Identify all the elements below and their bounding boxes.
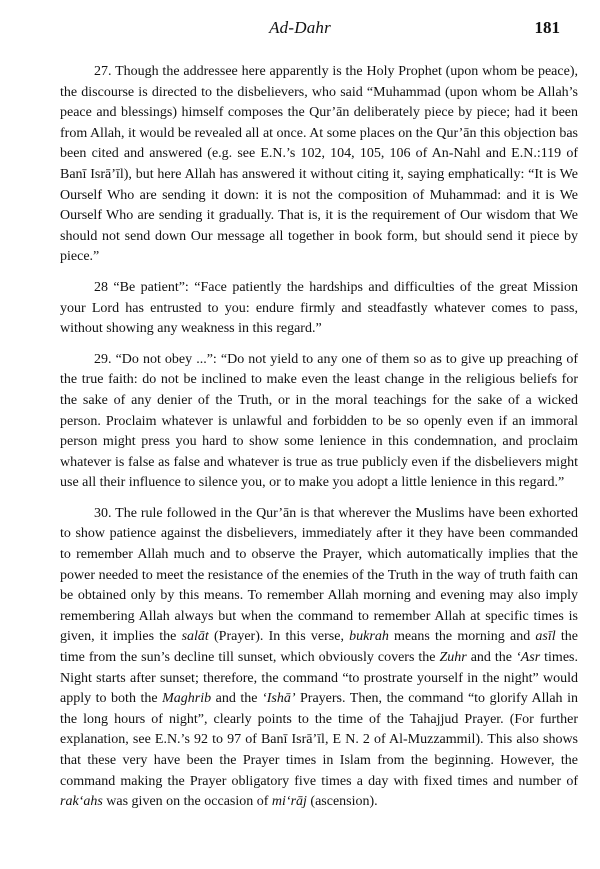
text-run: Prayers. Then, the command “to glorify Allah in the long hours of night”, clearly points to the time of the Tahajjud Prayer. (For further explanation, see E.N.’s 92 to 97 of Banī Isrā’īl, E N. 2 of Al-Muzzammil). This also shows that these very have been the Prayer times in Islam from the beginning. However, the command making the Prayer obligatory five times a day with fixed times and number of (60, 691, 578, 789)
text-run: 30. The rule followed in the Qur’ān is that wherever the Muslims have been exhorted to show patience against the disbelievers, immediately after it they have been commanded to remember Allah much and to observe the Prayer, which automatically implies that the power needed to meet the resistance of the enemies of the Truth in the way of truth faith can be obtained only by this means. To remember Allah morning and evening may also imply remembering Allah always but when the command to remember Allah at specific times is given, it implies the (60, 505, 578, 645)
explanatory-note-29 (60, 350, 578, 494)
explanatory-note-27 (60, 62, 578, 268)
text-run: 29. “Do not obey ...”: “Do not yield to any one of them so as to give up preaching of the true faith: do not be inclined to make even the least change in the religious beliefs for the sake of any denier of the Truth, or in the moral teachings for the sake of a wicked person. Proclaim whatever is unlawful and forbidden to be so openly even if an immoral person might press you hard to show some lenience in this condemnation, and proclaim whatever is false as false and whatever is true as true publicly even if the disbelievers might use all their influence to silence you, or to make you adopt a little lenience in this regard.” (60, 351, 578, 491)
text-run: (ascension). (306, 794, 378, 810)
italic-term: Maghrib (162, 691, 212, 707)
page-number: 181 (534, 18, 560, 37)
running-head (0, 14, 600, 38)
text-run: (Prayer). In this verse, (208, 629, 350, 645)
italic-term: salāt (181, 629, 209, 645)
text-run: the time from the sun’s decline till sunset, which obviously covers the (60, 629, 578, 666)
text-run: was given on the occasion of (102, 794, 272, 810)
text-run: 28 “Be patient”: “Face patiently the hardships and difficulties of the great Mission your Lord has entrusted to you: endure firmly and steadfastly whatever comes to pass, without showing any weakness in this regard.” (60, 279, 578, 337)
body-text (60, 62, 578, 823)
italic-term: rak‘ahs (60, 794, 103, 810)
text-run: 27. Though the addressee here apparently is the Holy Prophet (upon whom be peace), the discourse is directed to the disbelievers, who said “Muhammad (upon whom be Allah’s peace and blessings) himself composes the Qur’ān deliberately piece by piece; had it been from Allah, it would be revealed all at once. At some places on the Qur’ān this objection bas been cited and answered (e.g. see E.N.’s 102, 104, 105, 106 of An-Nahl and E.N.:119 of Banī Isrā’īl), but here Allah has answered it without citing it, saying emphatically: “It is We Ourself Who are sending it down: it is not the composition of Muhammad: and it is We Ourself Who are sending it gradually. That is, it is the requirement of Our wisdom that We should not send down Our message all together in book form, but should send it piece by piece.” (60, 64, 578, 265)
running-title: Ad-Dahr (269, 18, 331, 37)
italic-term: mi‘rāj (271, 794, 307, 810)
text-run: and the (211, 691, 263, 707)
text-run: means the morning and (388, 629, 536, 645)
italic-term: ‘Asr (516, 650, 541, 666)
italic-term: asīl (535, 629, 556, 645)
text-run: times. Night starts after sunset; therefore, the command “to prostrate yourself in the night” would apply to both the (60, 650, 578, 707)
explanatory-note-30 (60, 504, 578, 813)
text-run: and the (466, 650, 517, 666)
explanatory-note-28 (60, 278, 578, 340)
italic-term: bukrah (349, 629, 389, 645)
italic-term: Zuhr (439, 650, 467, 666)
italic-term: ‘Ishā’ (262, 691, 296, 707)
